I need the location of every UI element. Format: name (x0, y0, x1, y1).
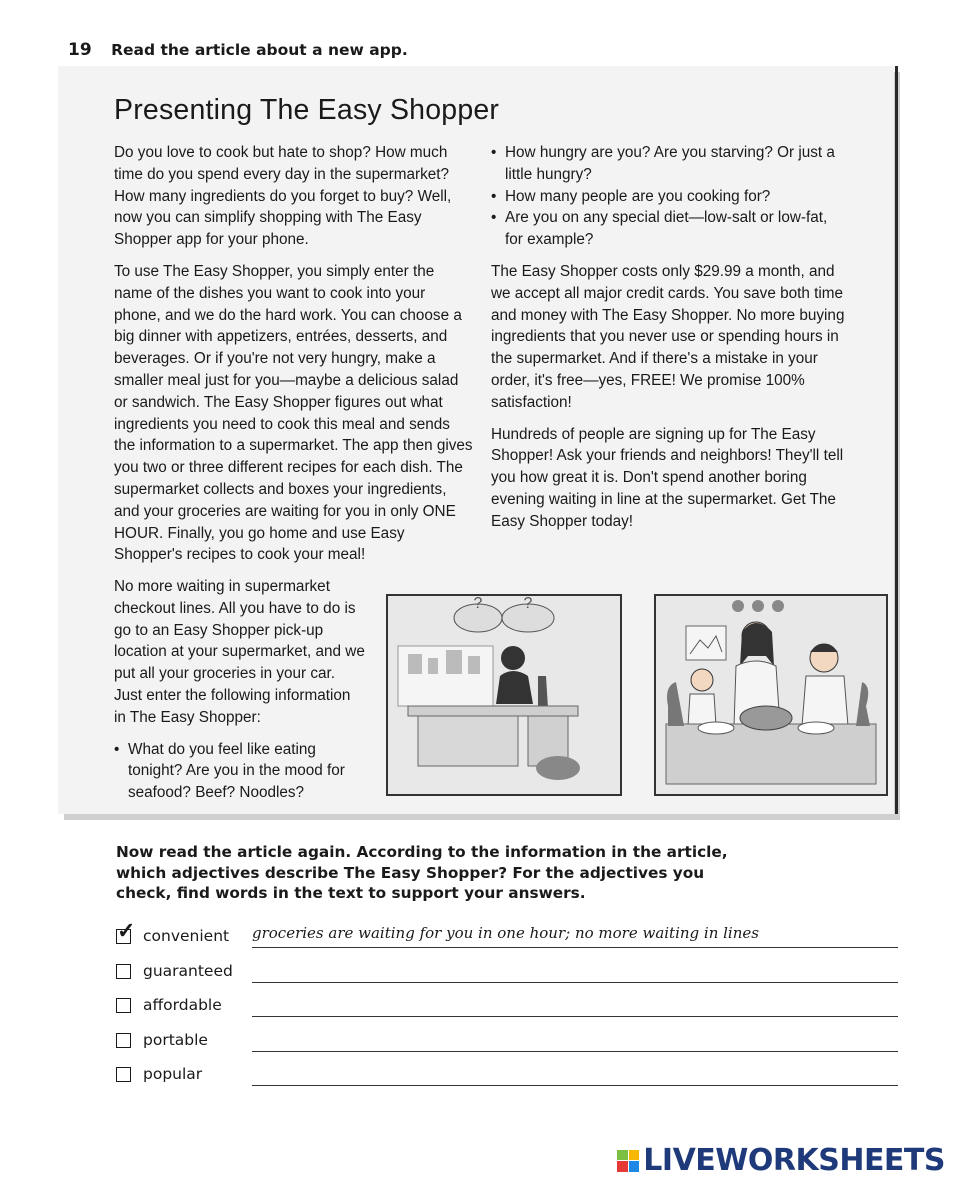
adjective-row-convenient (116, 918, 898, 950)
article-column-left (114, 142, 474, 576)
bullet-item: • What do you feel like eating tonight? Are you in the mood for seafood? Beef? Noodles? (114, 739, 366, 804)
exercise-header (68, 40, 408, 60)
brand-logo-icon (617, 1150, 639, 1172)
bullet-item: • How hungry are you? Are you starving? Or just a little hungry? (491, 142, 847, 186)
article-edge (895, 66, 898, 814)
bullet-list (491, 142, 847, 251)
answer-line (252, 1016, 898, 1017)
checkbox-guaranteed[interactable] (116, 964, 131, 979)
liveworksheets-logo[interactable] (617, 1143, 945, 1178)
adjective-row-portable (116, 1030, 898, 1054)
brand-name: LIVEWORKSHEETS (643, 1143, 945, 1178)
article-paragraph: No more waiting in supermarket checkout lines. All you have to do is go to an Easy Shopper pick-up location at your supermarket, and we put all your groceries in your car. Just enter the following information in The Easy Shopper: (114, 578, 365, 726)
logo-tile (629, 1161, 640, 1172)
article-paragraph: Hundreds of people are signing up for The Easy Shopper! Ask your friends and neighbors! They'll tell you how great it is. Don't spend another boring evening waiting in line at the supermarket. Get The Easy Shopper today! (491, 425, 844, 530)
svg-text:?: ? (473, 596, 483, 612)
svg-text:?: ? (523, 596, 533, 612)
adjective-row-popular (116, 1064, 898, 1088)
logo-tile (617, 1161, 628, 1172)
adjective-label: convenient (143, 927, 230, 945)
adjective-label: affordable (143, 996, 222, 1014)
article-column-right (491, 142, 847, 543)
adjective-label: portable (143, 1031, 208, 1049)
article-column-left-lower (114, 576, 366, 804)
check-mark-icon: ✓ (117, 918, 136, 943)
answer-input[interactable]: groceries are waiting for you in one hour; no more waiting in lines (252, 924, 759, 942)
adjective-label: guaranteed (143, 962, 233, 980)
checkbox-affordable[interactable] (116, 998, 131, 1013)
adjective-row-guaranteed (116, 961, 898, 985)
checkbox-popular[interactable] (116, 1067, 131, 1082)
answer-line (252, 947, 898, 948)
office-worker-illustration (386, 594, 622, 796)
article-paragraph: To use The Easy Shopper, you simply enter the name of the dishes you want to cook into your phone, and we do the hard work. You can choose a big dinner with appetizers, entrées, desserts, and beverages. Or if you're not very hungry, make a smaller meal just for you—maybe a delicious salad or sandwich. The Easy Shopper figures out what ingredients you need to cook this meal and sends the information to a supermarket. The app then gives you two or three different recipes for each dish. The supermarket collects and boxes your ingredients, and your groceries are waiting for you in only ONE HOUR. Finally, you go home and use Easy Shopper's recipes to cook your meal! (114, 262, 473, 564)
checkbox-portable[interactable] (116, 1033, 131, 1048)
logo-tile (617, 1150, 628, 1161)
exercise-instruction: Read the article about a new app. (111, 41, 408, 59)
family-dinner-illustration (654, 594, 888, 796)
article-paragraph: Do you love to cook but hate to shop? How much time do you spend every day in the supermarket? How many ingredients do you forget to buy? Well, now you can simplify shopping with The Easy Shopper app for your phone. (114, 144, 452, 249)
exercise-number: 19 (68, 40, 92, 60)
adjective-row-affordable (116, 995, 898, 1019)
logo-tile (629, 1150, 640, 1161)
answer-line (252, 982, 898, 983)
bullet-list (114, 739, 366, 804)
bullet-item: • How many people are you cooking for? (491, 186, 847, 208)
article-paragraph: The Easy Shopper costs only $29.99 a month, and we accept all major credit cards. You save both time and money with The Easy Shopper. No more buying ingredients that you never use or spending hours in the supermarket. And if there's a mistake in your order, it's free—yes, FREE! We promise 100% satisfaction! (491, 262, 845, 411)
adjective-label: popular (143, 1065, 203, 1083)
article-panel (58, 66, 894, 814)
article-title: Presenting The Easy Shopper (114, 94, 500, 126)
bullet-item: • Are you on any special diet—low-salt or low-fat, for example? (491, 207, 847, 251)
answer-line (252, 1085, 898, 1086)
answer-line (252, 1051, 898, 1052)
exercise-prompt: Now read the article again. According to the information in the article, which adjectives describe The Easy Shopper? For the adjectives you check, find words in the text to support your answers. (116, 843, 728, 902)
